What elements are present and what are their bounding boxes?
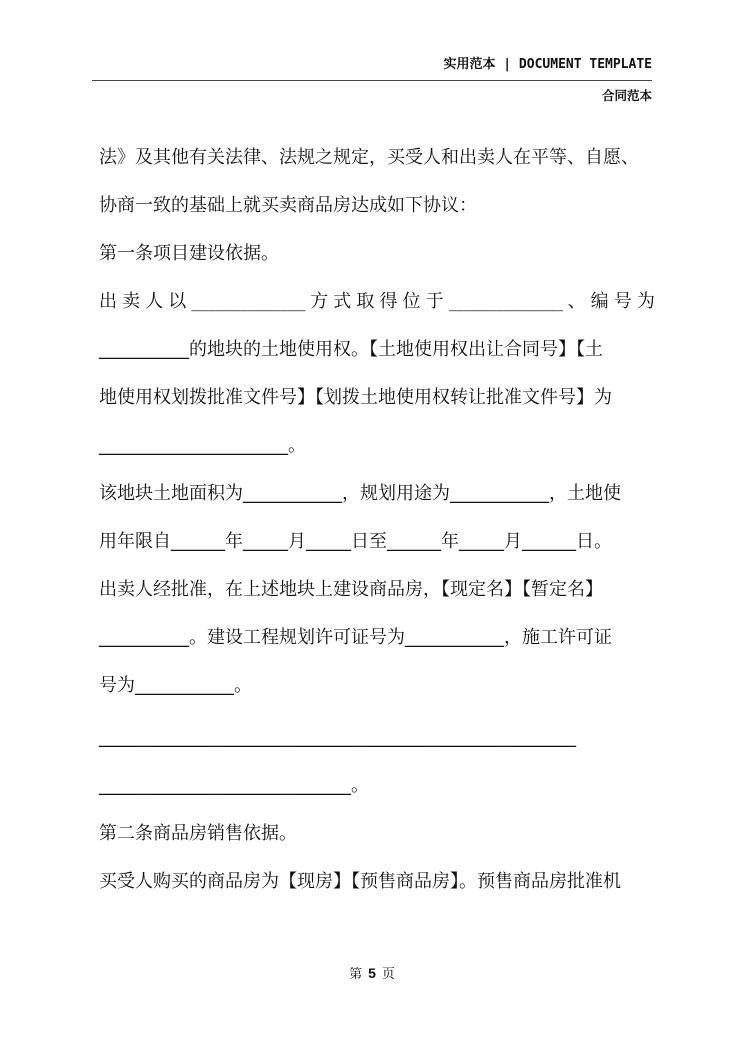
- text-line: 号为___________。: [99, 675, 252, 696]
- footer-suffix: 页: [381, 967, 395, 982]
- text-token: 编: [590, 291, 609, 312]
- blank-line: ____________________________。: [99, 775, 369, 796]
- text-token: 、: [567, 291, 586, 312]
- footer-prefix: 第: [349, 967, 363, 982]
- text-token: 为: [636, 291, 655, 312]
- text-token: 卖: [122, 291, 141, 312]
- header-divider: [92, 80, 652, 81]
- blank-field: ___________: [191, 291, 306, 312]
- text-line: 协商一致的基础上就买卖商品房达成如下协议：: [99, 195, 477, 216]
- blank-line: _____________________________________________________: [99, 727, 576, 748]
- text-token: 以: [168, 291, 187, 312]
- article-heading: 第一条项目建设依据。: [99, 243, 279, 264]
- text-line: 买受人购买的商品房为【现房】【预售商品房】。预售商品房批准机: [99, 871, 621, 892]
- text-line: 地使用权划拨批准文件号】【划拨土地使用权转让批准文件号】为: [99, 387, 612, 408]
- article-heading: 第二条商品房销售依据。: [99, 823, 297, 844]
- text-token: 于: [425, 291, 444, 312]
- text-line: 用年限自______年_____月_____日至______年_____月______日。: [99, 531, 612, 552]
- text-token: 取: [356, 291, 375, 312]
- text-token: 位: [402, 291, 421, 312]
- text-token: 得: [379, 291, 398, 312]
- text-token: 人: [145, 291, 164, 312]
- text-line: 出卖人经批准，在上述地块上建设商品房，【现定名】【暂定名】: [99, 579, 603, 600]
- page-number: 5: [368, 965, 376, 981]
- text-line: 该地块土地面积为___________，规划用途为___________，土地使: [99, 483, 621, 504]
- text-line: __________的地块的土地使用权。【土地使用权出让合同号】【土: [99, 339, 603, 360]
- header-subtitle: 合同范本: [601, 88, 652, 103]
- text-line: __________。建设工程规划许可证号为___________，施工许可证: [99, 627, 612, 648]
- text-token: 号: [613, 291, 632, 312]
- text-token: 出: [99, 291, 117, 312]
- blank-field: ___________: [448, 291, 563, 312]
- text-token: 式: [333, 291, 352, 312]
- text-line: _____________________。: [99, 435, 306, 456]
- text-line: 法》及其他有关法律、法规之规定，买受人和出卖人在平等、自愿、: [99, 147, 639, 168]
- header-title: 实用范本 | DOCUMENT TEMPLATE: [443, 57, 652, 72]
- text-token: 方: [310, 291, 329, 312]
- text-line-justified: [99, 290, 655, 314]
- page-footer: [0, 963, 744, 982]
